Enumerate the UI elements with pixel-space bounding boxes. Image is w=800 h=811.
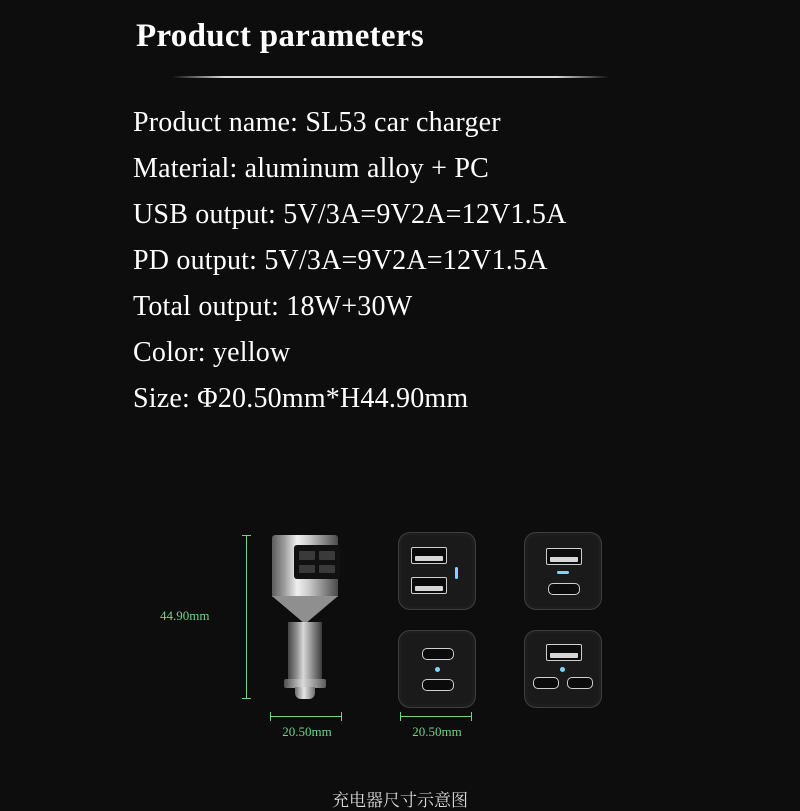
spec-color: Color: yellow [133,337,291,368]
charger-port-slot-b [319,551,335,560]
charger-body [272,535,338,597]
height-dimension-label: 44.90mm [160,608,210,623]
led-indicator-icon [560,667,565,672]
usb-c-port-icon [548,583,580,595]
width-dimension-label-right: 20.50mm [412,724,462,739]
title-divider [172,76,609,78]
face-view-usb-and-dual-typec [524,630,602,708]
dimension-diagram [150,520,670,760]
width-dimension-label-left: 20.50mm [282,724,332,739]
spec-material: Material: aluminum alloy + PC [133,153,489,184]
charger-front-face [294,545,340,579]
charger-port-slot-d [319,565,335,573]
led-indicator-icon [455,567,458,579]
charger-face-views [398,532,618,704]
spec-size: Size: Φ20.50mm*H44.90mm [133,383,469,414]
usb-c-port-icon [533,677,559,689]
face-view-usb-and-typec [524,532,602,610]
width-dimension-line-left [270,716,342,717]
spec-pd-output: PD output: 5V/3A=9V2A=12V1.5A [133,245,548,276]
usb-c-port-icon [567,677,593,689]
page-title: Product parameters [136,18,424,54]
spec-usb-output: USB output: 5V/3A=9V2A=12V1.5A [133,199,567,230]
height-dimension-line [246,535,247,699]
usb-c-port-icon [422,648,454,660]
spec-product-name: Product name: SL53 car charger [133,107,501,138]
led-indicator-icon [435,667,440,672]
charger-port-slot-c [299,565,315,573]
charger-taper [272,596,338,624]
usb-c-port-icon [422,679,454,691]
charger-tip [295,687,315,699]
face-view-dual-usb [398,532,476,610]
usb-a-port-icon [411,577,447,594]
usb-a-port-icon [546,644,582,661]
face-view-dual-typec [398,630,476,708]
width-dimension-line-right [400,716,472,717]
charger-side-view [260,535,350,715]
charger-port-slot-a [299,551,315,560]
spec-list [133,100,773,422]
usb-a-port-icon [411,547,447,564]
usb-a-port-icon [546,548,582,565]
spec-total-output: Total output: 18W+30W [133,291,413,322]
led-indicator-icon [557,571,569,574]
charger-neck [288,622,322,684]
bottom-caption: 充电器尺寸示意图 [332,791,468,810]
